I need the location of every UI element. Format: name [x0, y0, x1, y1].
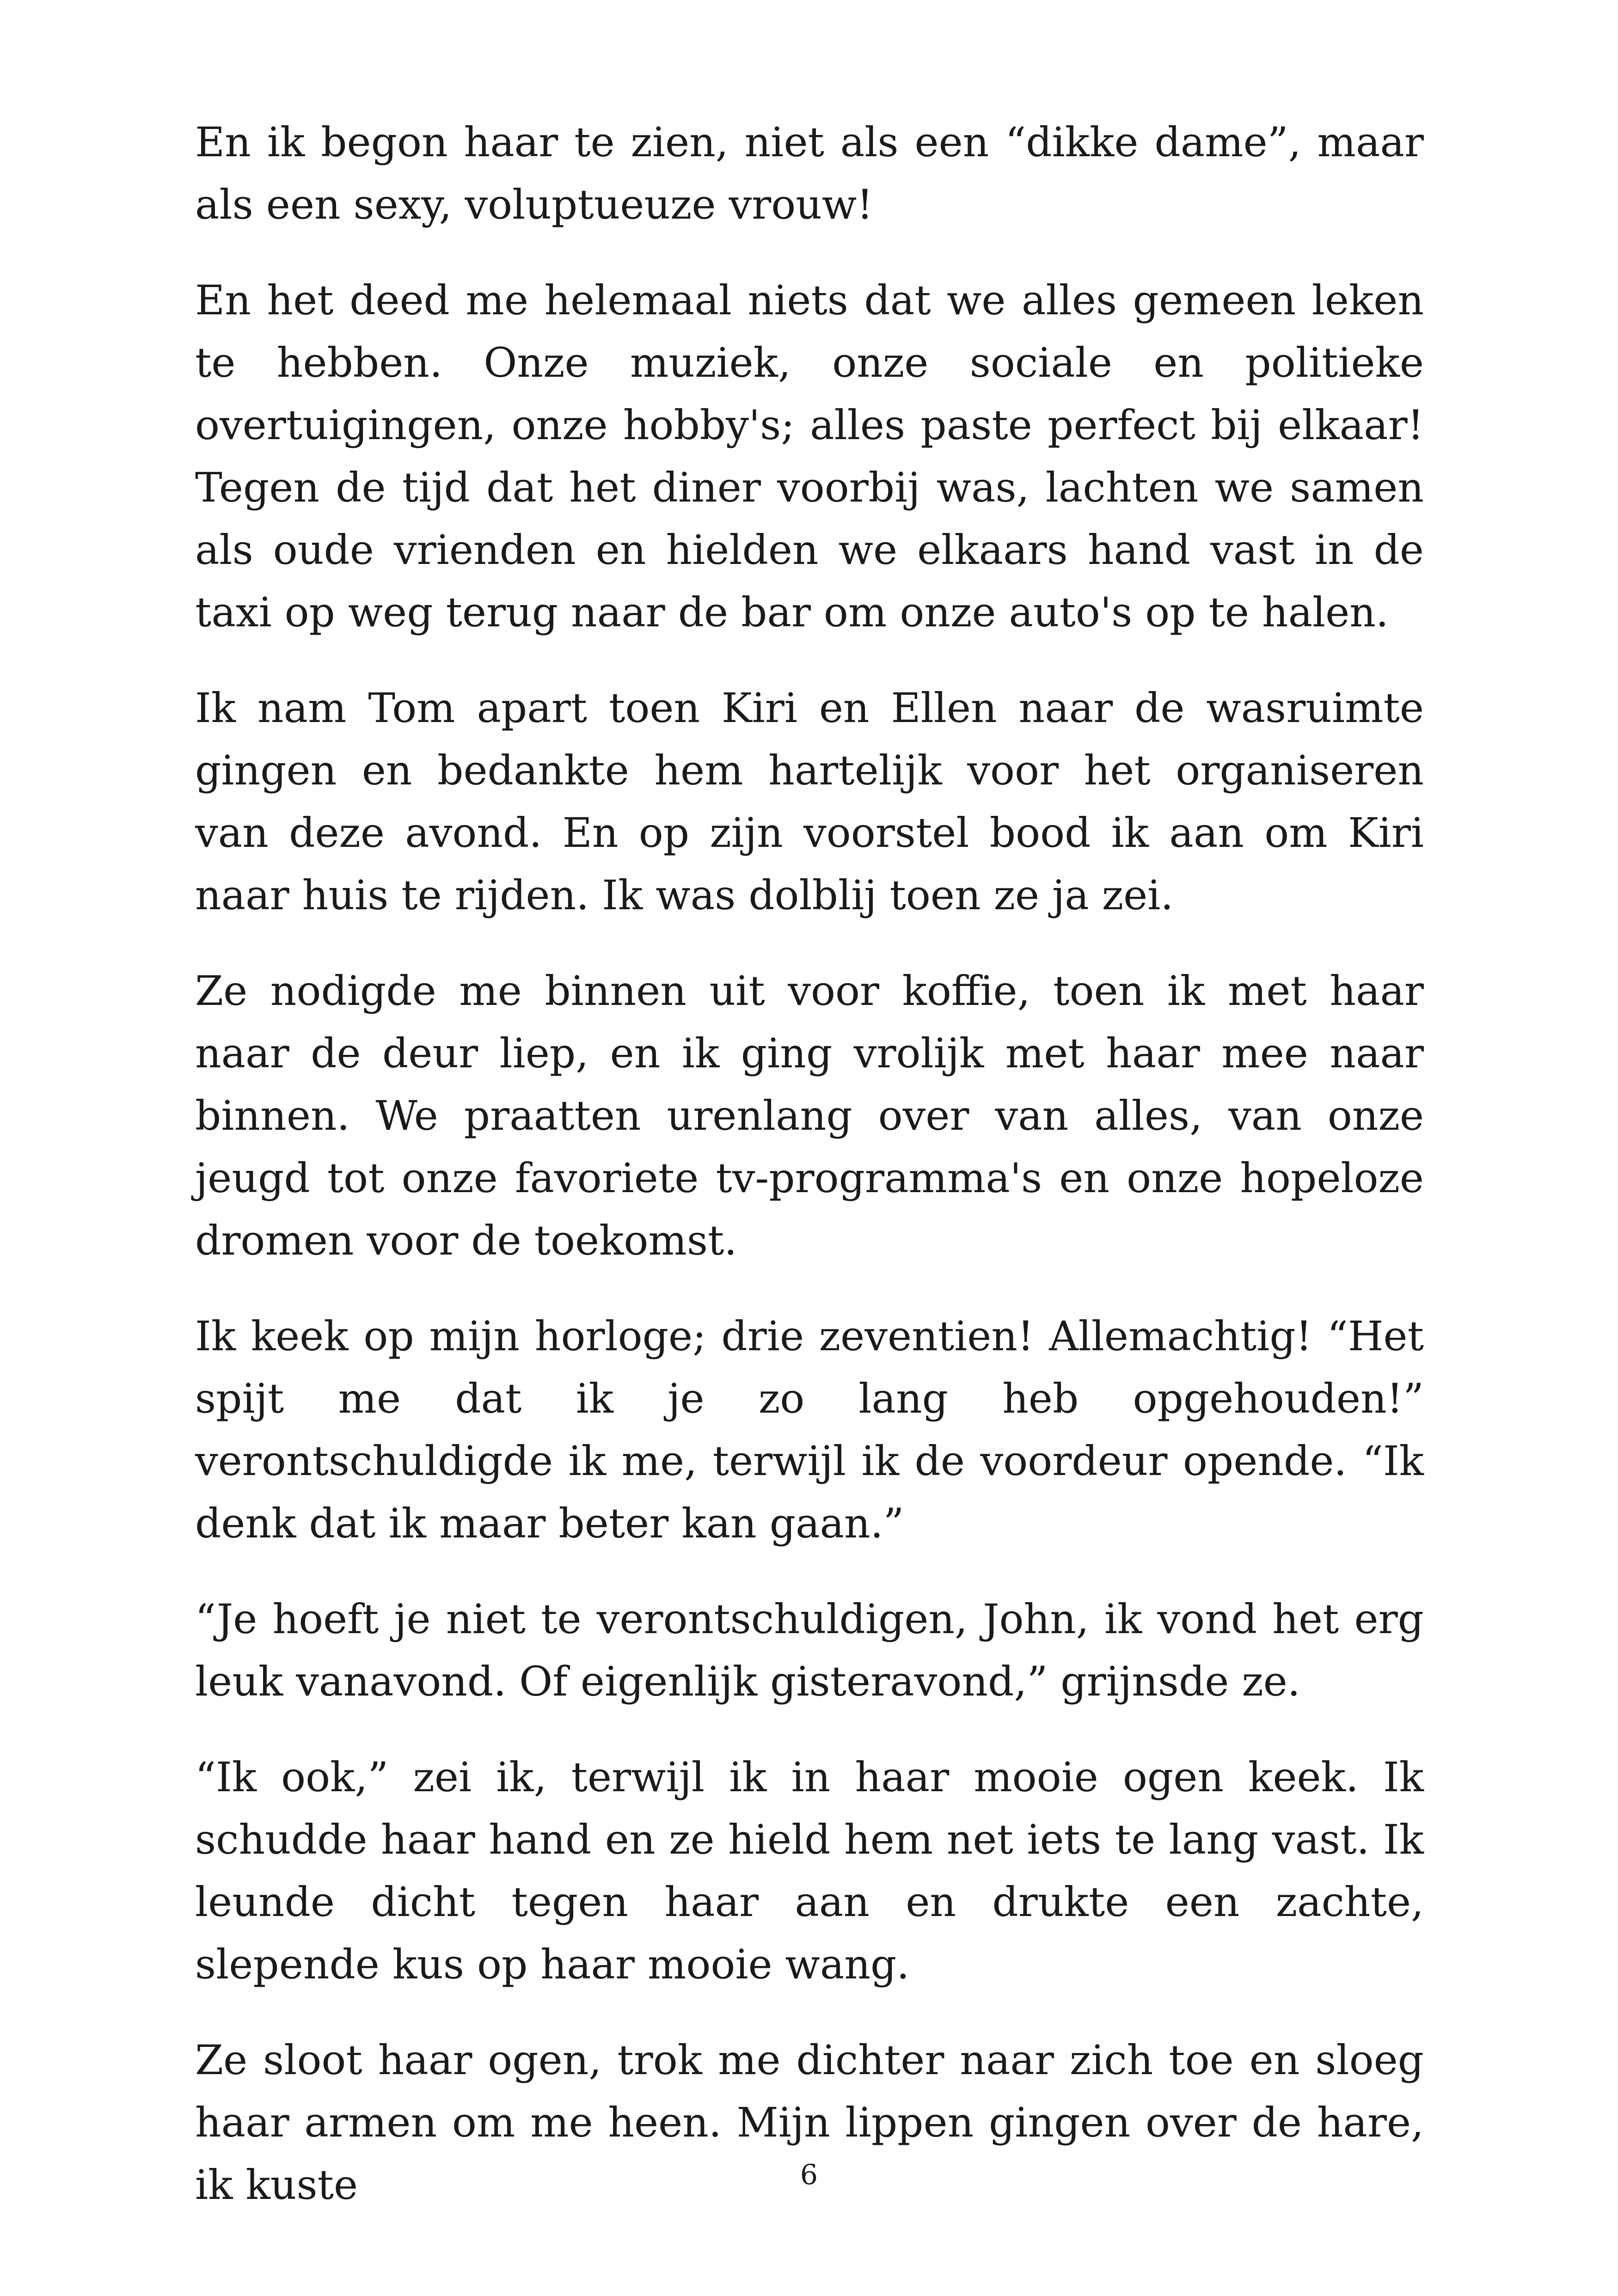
paragraph-4: Ze nodigde me binnen uit voor koffie, toen ik met haar naar de deur liep, en ik ging vrolijk met haar mee naar binnen. We praatten urenlang over van alles, van onze jeugd tot onze favoriete tv-programma's en onze hopeloze dromen voor de toekomst.: [195, 967, 1424, 1264]
paragraph-5: Ik keek op mijn horloge; drie zeventien! Allemachtig! “Het spijt me dat ik je zo lang heb opgehouden!” verontschuldigde ik me, terwijl ik de voordeur opende. “Ik denk dat ik maar beter kan gaan.”: [195, 1312, 1424, 1547]
page-number: 6: [800, 2159, 818, 2191]
paragraph-6: “Je hoeft je niet te verontschuldigen, John, ik vond het erg leuk vanavond. Of eigenlijk gisteravond,” grijnsde ze.: [195, 1595, 1424, 1705]
paragraph-7: “Ik ook,” zei ik, terwijl ik in haar mooie ogen keek. Ik schudde haar hand en ze hield hem net iets te lang vast. Ik leunde dicht tegen haar aan en drukte een zachte, slepende kus op haar mooie wang.: [195, 1753, 1424, 1988]
paragraph-3: Ik nam Tom apart toen Kiri en Ellen naar de wasruimte gingen en bedankte hem hartelijk voor het organiseren van deze avond. En op zijn voorstel bood ik aan om Kiri naar huis te rijden. Ik was dolblij toen ze ja zei.: [195, 684, 1424, 919]
paragraph-2: En het deed me helemaal niets dat we alles gemeen leken te hebben. Onze muziek, onze sociale en politieke overtuigingen, onze hobby's; alles paste perfect bij elkaar! Tegen de tijd dat het diner voorbij was, lachten we samen als oude vrienden en hielden we elkaars hand vast in de taxi op weg terug naar de bar om onze auto's op te halen.: [195, 276, 1424, 636]
paragraph-1: En ik begon haar te zien, niet als een “dikke dame”, maar als een sexy, voluptueuze vrouw!: [195, 118, 1424, 228]
paragraph-8: Ze sloot haar ogen, trok me dichter naar zich toe en sloeg haar armen om me heen. Mijn lippen gingen over de hare, ik kuste: [195, 2036, 1424, 2209]
body-text: [195, 111, 1424, 2249]
